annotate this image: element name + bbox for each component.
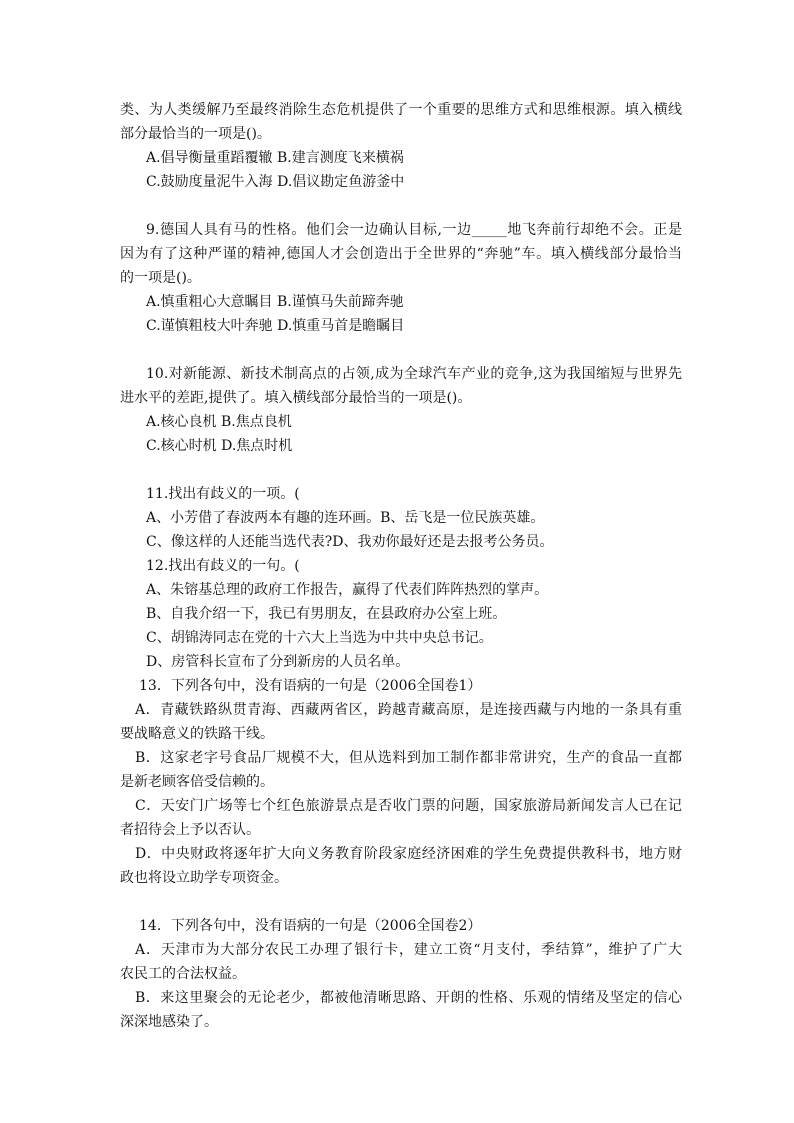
q8-options: C.鼓励度量泥牛入海 D.倡议勘定鱼游釜中 <box>146 174 405 190</box>
q11-options: C、像这样的人还能当选代表?D、我劝你最好还是去报考公务员。 <box>146 534 554 550</box>
q9-options: C.谨慎粗枝大叶奔驰 D.慎重马首是瞻瞩目 <box>146 318 405 334</box>
q8-options: A.倡导衡量重蹈覆辙 B.建言测度飞来横祸 <box>146 150 404 166</box>
q9-text: 9.德国人具有马的性格。他们会一边确认目标,一边_____地飞奔前行却绝不会。正是 <box>146 222 682 238</box>
q12-option-c: C、胡锦涛同志在党的十六大上当选为中共中央总书记。 <box>146 630 493 646</box>
q9-options: A.慎重粗心大意瞩目 B.谨慎马失前蹄奔驰 <box>146 294 404 310</box>
q10-options: A.核心良机 B.焦点良机 <box>146 414 292 430</box>
q10-text: 10.对新能源、新技术制高点的占领,成为全球汽车产业的竞争,这为我国缩短与世界先 <box>146 366 682 382</box>
q12-option-a: A、朱镕基总理的政府工作报告，赢得了代表们阵阵热烈的掌声。 <box>146 582 549 598</box>
q13-option-b: B．这家老字号食品厂规模不大，但从选料到加工制作都非常讲究，生产的食品一直都 <box>135 750 682 766</box>
q14-option-b: B．来这里聚会的无论老少，都被他清晰思路、开朗的性格、乐观的情绪及坚定的信心 <box>135 990 682 1006</box>
q11-options: A、小芳借了春波两本有趣的连环画。B、岳飞是一位民族英雄。 <box>146 510 545 526</box>
q12-option-d: D、房管科长宣布了分到新房的人员名单。 <box>146 654 410 670</box>
q13-option-b: 是新老顾客倍受信赖的。 <box>120 774 274 790</box>
q13-text: 13．下列各句中，没有语病的一句是（2006全国卷1） <box>139 678 482 694</box>
q8-text: 部分最恰当的一项是()。 <box>120 126 271 142</box>
q14-option-a: 农民工的合法权益。 <box>120 966 246 982</box>
q13-option-a: A．青藏铁路纵贯青海、西藏两省区，跨越青藏高原，是连接西藏与内地的一条具有重 <box>135 702 682 718</box>
q9-text: 因为有了这种严谨的精神,德国人才会创造出于全世界的“奔驰”车。填入横线部分最恰当 <box>120 246 682 262</box>
q10-options: C.核心时机 D.焦点时机 <box>146 438 293 454</box>
q12-text: 12.找出有歧义的一句。( <box>146 558 300 574</box>
q13-option-d: 政也将设立助学专项资金。 <box>120 870 288 886</box>
q14-option-b: 深深地感染了。 <box>120 1014 218 1030</box>
q13-option-a: 要战略意义的铁路干线。 <box>120 726 274 742</box>
q14-option-a: A．天津市为大部分农民工办理了银行卡，建立工资“月支付，季结算”，维护了广大 <box>135 942 682 958</box>
q10-text: 进水平的差距,提供了。填入横线部分最恰当的一项是()。 <box>120 390 472 406</box>
q13-option-c: 者招待会上予以否认。 <box>120 822 260 838</box>
q8-text: 类、为人类缓解乃至最终消除生态危机提供了一个重要的思维方式和思维根源。填入横线 <box>120 102 682 118</box>
q14-text: 14．下列各句中，没有语病的一句是（2006全国卷2） <box>139 918 482 934</box>
q13-option-c: C．天安门广场等七个红色旅游景点是否收门票的问题，国家旅游局新闻发言人已在记 <box>135 798 682 814</box>
q9-text: 的一项是()。 <box>120 270 201 286</box>
q11-text: 11.找出有歧义的一项。( <box>146 486 300 502</box>
q13-option-d: D．中央财政将逐年扩大向义务教育阶段家庭经济困难的学生免费提供教科书，地方财 <box>135 846 682 862</box>
document-page <box>120 98 682 1034</box>
q12-option-b: B、自我介绍一下，我已有男朋友，在县政府办公室上班。 <box>146 606 507 622</box>
